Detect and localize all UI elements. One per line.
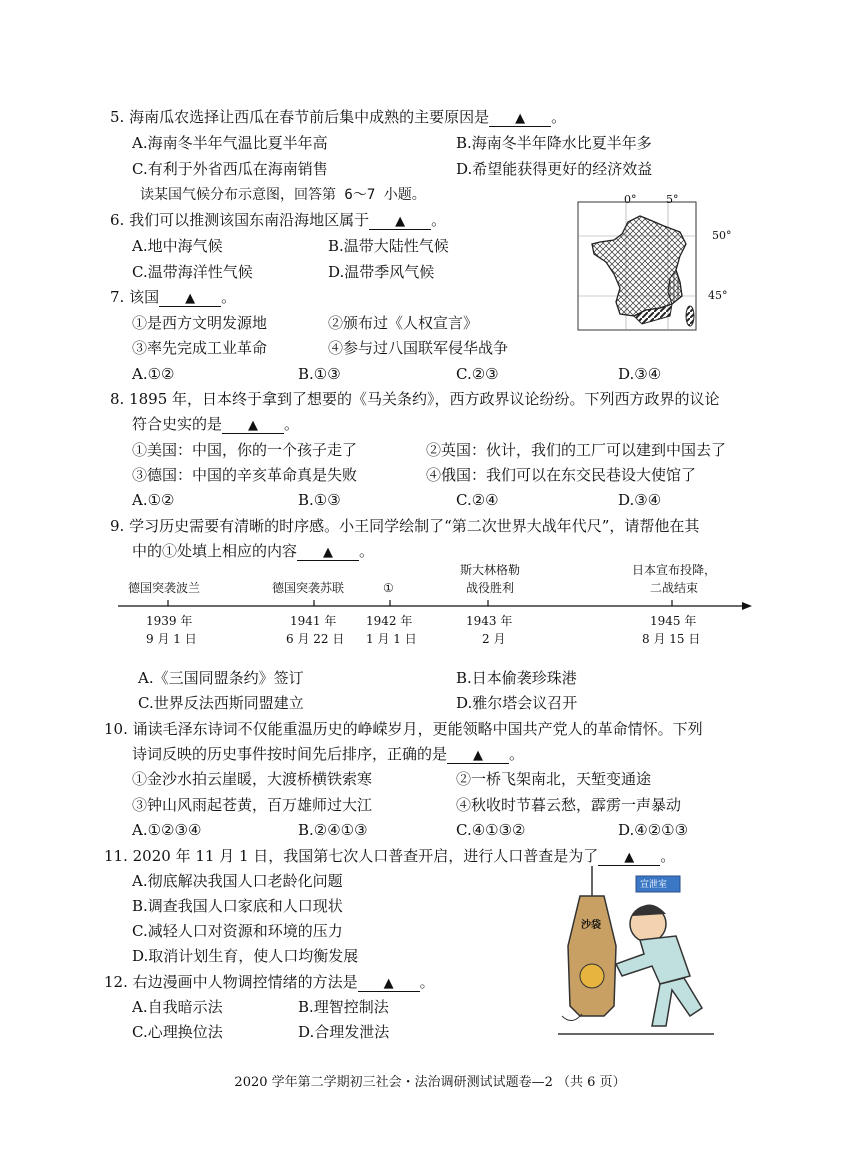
q5-stem: 5. 海南瓜农选择让西瓜在春节前后集中成熟的主要原因是 ▲ 。	[110, 108, 567, 126]
q7-item-1: ①是西方文明发源地	[132, 314, 268, 332]
q12-stem: 12. 右边漫画中人物调控情绪的方法是 ▲ 。	[104, 973, 435, 991]
q7-item-4: ④参与过八国联军侵华战争	[328, 339, 509, 357]
q10-option-a: A.①②③④	[132, 821, 202, 839]
timeline-date-4-year: 1943 年	[466, 614, 513, 628]
q11-option-b: B.调查我国人口家底和人口现状	[132, 897, 343, 915]
map-lon-0: 0°	[624, 193, 637, 206]
map-figure	[576, 192, 736, 332]
answer-blank[interactable]: ▲	[159, 290, 221, 307]
timeline-event-4-line1: 斯大林格勒	[460, 563, 521, 577]
q12-option-d: D.合理发泄法	[298, 1023, 390, 1041]
cartoon-bag-label: 沙袋	[581, 920, 601, 931]
q12-option-a: A.自我暗示法	[132, 998, 223, 1016]
q8-option-a: A.①②	[132, 491, 175, 509]
intro-6-7: 读某国气候分布示意图，回答第 6～7 小题。	[140, 187, 426, 203]
timeline-date-1-day: 9 月 1 日	[146, 632, 197, 646]
timeline-event-5-line1: 日本宣布投降，	[632, 563, 717, 577]
q12-option-b: B.理智控制法	[298, 998, 389, 1016]
cartoon-sign: 宣泄室	[640, 880, 668, 890]
map-lat-45: 45°	[708, 289, 728, 302]
map-lat-50: 50°	[712, 229, 732, 242]
q10-item-3: ③钟山风雨起苍黄，百万雄师过大江	[132, 796, 373, 814]
q5-option-c: C.有利于外省西瓜在海南销售	[132, 160, 328, 178]
answer-blank[interactable]: ▲	[222, 417, 284, 434]
map-lon-5: 5°	[666, 193, 679, 206]
q6-stem: 6. 我们可以推测该国东南沿海地区属于 ▲ 。	[110, 211, 447, 229]
q8-option-d: D.③④	[618, 491, 662, 509]
timeline-date-1-year: 1939 年	[146, 614, 193, 628]
q10-item-2: ②一桥飞架南北，天堑变通途	[456, 770, 652, 788]
timeline-event-4-line2: 战役胜利	[466, 581, 515, 595]
timeline-date-2-year: 1941 年	[290, 614, 337, 628]
q8-option-c: C.②④	[456, 491, 499, 509]
answer-blank[interactable]: ▲	[447, 747, 509, 764]
q10-option-c: C.④①③②	[456, 821, 526, 839]
timeline-event-1: 德国突袭波兰	[128, 581, 201, 595]
q7-option-b: B.①③	[298, 365, 341, 383]
ww2-timeline	[110, 560, 760, 660]
timeline-date-3-day: 1 月 1 日	[366, 632, 417, 646]
q8-item-2: ②英国：伙计，我们的工厂可以建到中国去了	[426, 441, 727, 459]
timeline-date-5-year: 1945 年	[650, 614, 697, 628]
page-footer: 2020 学年第二学期初三社会・法治调研测试试题卷—2 （共 6 页）	[234, 1075, 626, 1090]
q5-option-a: A.海南冬半年气温比夏半年高	[132, 134, 328, 152]
q9-stem-line2: 中的①处填上相应的内容 ▲ 。	[132, 542, 375, 560]
answer-blank[interactable]: ▲	[369, 213, 431, 230]
q11-option-a: A.彻底解决我国人口老龄化问题	[132, 872, 343, 890]
q11-option-d: D.取消计划生育，使人口均衡发展	[132, 947, 359, 965]
q7-option-c: C.②③	[456, 365, 499, 383]
q6-option-b: B.温带大陆性气候	[328, 237, 449, 255]
timeline-event-2: 德国突袭苏联	[272, 581, 345, 595]
climate-map	[576, 192, 736, 332]
timeline-event-5-line2: 二战结束	[650, 581, 699, 595]
timeline-date-3-year: 1942 年	[366, 614, 413, 628]
q9-option-c: C.世界反法西斯同盟建立	[138, 694, 304, 712]
answer-blank[interactable]: ▲	[489, 110, 551, 127]
q10-item-4: ④秋收时节暮云愁，霹雳一声暴动	[456, 796, 682, 814]
q8-stem-line2: 符合史实的是 ▲ 。	[132, 415, 300, 433]
cartoon-illustration	[556, 866, 716, 1038]
answer-blank[interactable]: ▲	[358, 975, 420, 992]
q5-option-d: D.希望能获得更好的经济效益	[456, 160, 653, 178]
timeline-date-4-day: 2 月	[482, 632, 506, 646]
q10-option-b: B.②④①③	[298, 821, 368, 839]
q7-option-a: A.①②	[132, 365, 175, 383]
q11-option-c: C.减轻人口对资源和环境的压力	[132, 922, 343, 940]
timeline-date-5-day: 8 月 15 日	[642, 632, 701, 646]
q9-option-a: A.《三国同盟条约》签订	[138, 669, 304, 687]
q6-option-a: A.地中海气候	[132, 237, 223, 255]
q5-option-b: B.海南冬半年降水比夏半年多	[456, 134, 652, 152]
q10-stem-line2: 诗词反映的历史事件按时间先后排序，正确的是 ▲ 。	[132, 745, 525, 763]
q7-stem: 7. 该国 ▲ 。	[110, 288, 237, 306]
answer-blank[interactable]: ▲	[297, 544, 359, 561]
answer-blank[interactable]: ▲	[598, 849, 660, 866]
q7-option-d: D.③④	[618, 365, 662, 383]
q10-option-d: D.④②①③	[618, 821, 689, 839]
q8-item-4: ④俄国：我们可以在东交民巷设大使馆了	[426, 466, 697, 484]
cartoon-figure	[556, 866, 716, 1038]
q10-item-1: ①金沙水拍云崖暖，大渡桥横铁索寒	[132, 770, 373, 788]
timeline-event-3: ①	[383, 581, 394, 595]
q7-item-3: ③率先完成工业革命	[132, 339, 268, 357]
q6-option-c: C.温带海洋性气候	[132, 263, 253, 281]
q9-option-b: B.日本偷袭珍珠港	[456, 669, 577, 687]
timeline-date-2-day: 6 月 22 日	[286, 632, 345, 646]
q8-item-1: ①美国：中国，你的一个孩子走了	[132, 441, 358, 459]
q8-item-3: ③德国：中国的辛亥革命真是失败	[132, 466, 358, 484]
q6-option-d: D.温带季风气候	[328, 263, 435, 281]
q8-stem-line1: 8. 1895 年，日本终于拿到了想要的《马关条约》，西方政界议论纷纷。下列西方政界的议论	[110, 390, 720, 408]
q12-option-c: C.心理换位法	[132, 1023, 223, 1041]
q7-item-2: ②颁布过《人权宣言》	[328, 314, 479, 332]
q8-option-b: B.①③	[298, 491, 341, 509]
q9-stem-line1: 9. 学习历史需要有清晰的时序感。小王同学绘制了“第二次世界大战年代尺”，请帮他在其	[110, 517, 700, 535]
q9-option-d: D.雅尔塔会议召开	[456, 694, 578, 712]
q11-stem: 11. 2020 年 11 月 1 日，我国第七次人口普查开启，进行人口普查是为了 ▲ 。	[104, 847, 676, 865]
q10-stem-line1: 10. 诵读毛泽东诗词不仅能重温历史的峥嵘岁月，更能领略中国共产党人的革命情怀。下列	[104, 720, 703, 738]
